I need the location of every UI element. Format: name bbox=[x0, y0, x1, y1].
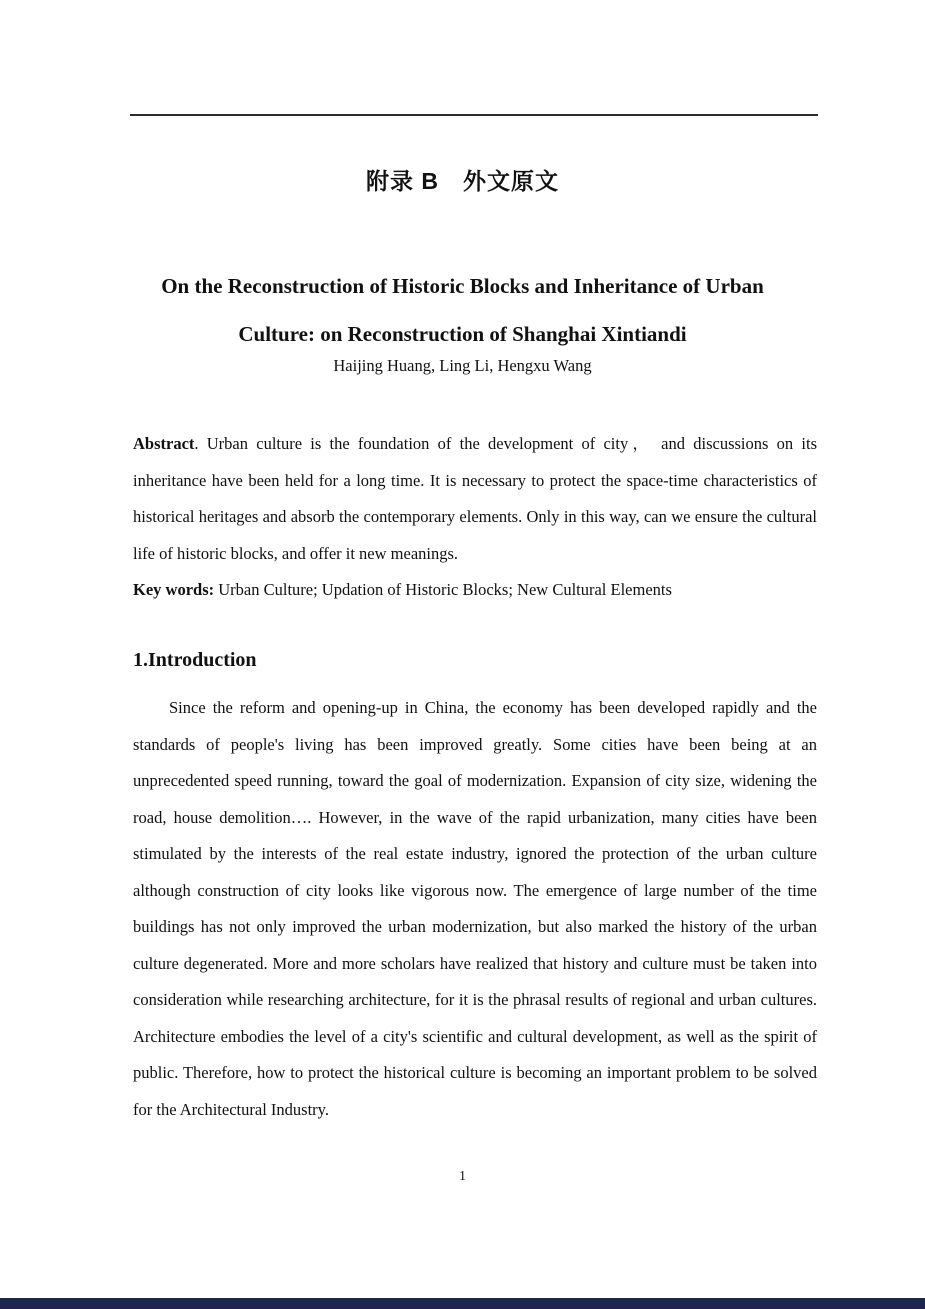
authors-line: Haijing Huang, Ling Li, Hengxu Wang bbox=[333, 356, 592, 375]
paper-title-line-1: On the Reconstruction of Historic Blocks and Inheritance of Urban bbox=[161, 274, 764, 298]
keywords-line bbox=[133, 572, 817, 609]
section-heading-introduction: 1.Introduction bbox=[133, 649, 257, 671]
header-rule bbox=[130, 114, 818, 116]
abstract-text: . Urban culture is the foundation of the development of city， and discussions on its inheritance have been held for a long time. It is necessary to protect the space-time characteristics of historical heritages and absorb the contemporary elements. Only in this way, can we ensure the cultural life of historic blocks, and offer it new meanings. bbox=[133, 434, 817, 563]
abstract-section bbox=[133, 426, 817, 609]
keywords-text: Urban Culture; Updation of Historic Blocks; New Cultural Elements bbox=[214, 580, 672, 599]
abstract-paragraph bbox=[133, 426, 817, 572]
paper-title-line-2: Culture: on Reconstruction of Shanghai Xintiandi bbox=[238, 322, 687, 346]
page-number: 1 bbox=[459, 1169, 466, 1184]
appendix-heading: 附录 B 外文原文 bbox=[366, 168, 559, 194]
keywords-label: Key words: bbox=[133, 580, 215, 599]
bottom-bar bbox=[0, 1298, 925, 1309]
introduction-paragraph: Since the reform and opening-up in China, the economy has been developed rapidly and the standards of people's living has been improved greatly. Some cities have been being at an unprecedented speed running, toward the goal of modernization. Expansion of city size, widening the road, house demolition…. However, in the wave of the rapid urbanization, many cities have been stimulated by the interests of the real estate industry, ignored the protection of the urban culture although construction of city looks like vigorous now. The emergence of large number of the time buildings has not only improved the urban modernization, but also marked the history of the urban culture degenerated. More and more scholars have realized that history and culture must be taken into consideration while researching architecture, for it is the phrasal results of regional and urban cultures. Architecture embodies the level of a city's scientific and cultural development, as well as the spirit of public. Therefore, how to protect the historical culture is becoming an important problem to be solved for the Architectural Industry. bbox=[133, 698, 817, 1119]
paper-title bbox=[70, 262, 855, 358]
introduction-section bbox=[133, 690, 817, 1128]
abstract-label: Abstract bbox=[133, 434, 195, 453]
